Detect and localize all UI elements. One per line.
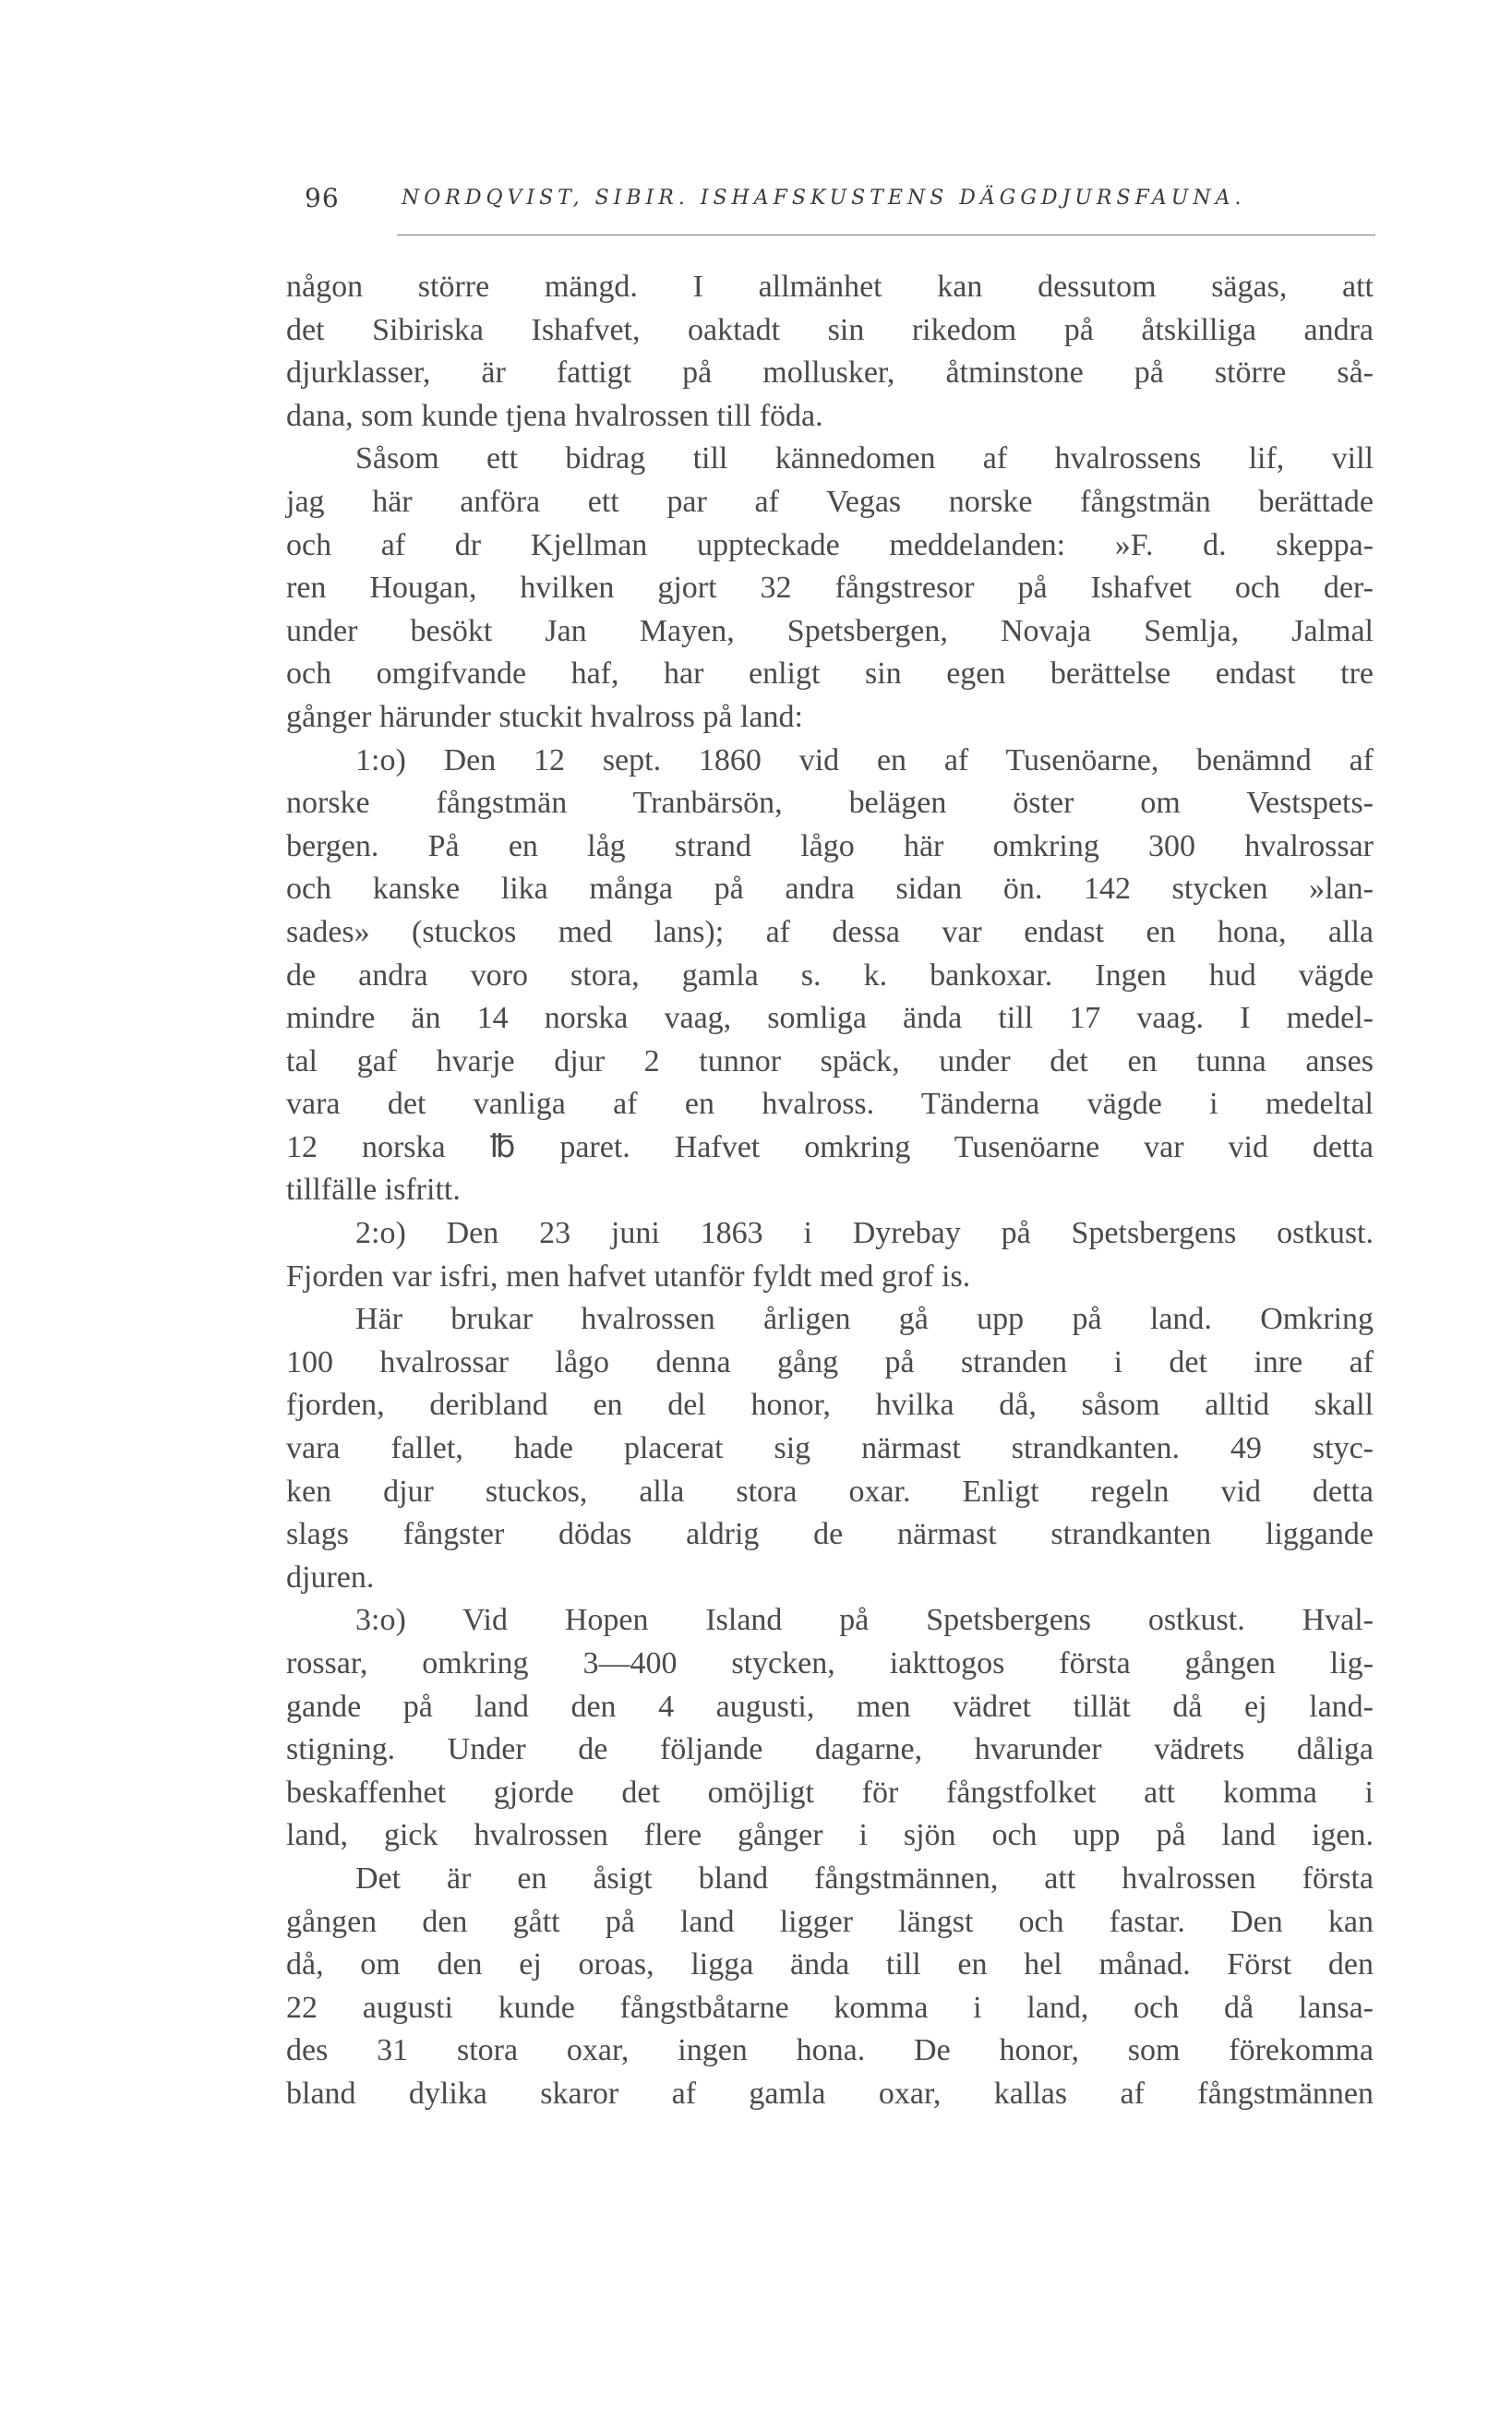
text-line: 12 norska ℔ paret. Hafvet omkring Tusenöarne var vid detta [286,1129,1374,1164]
text-line: rossar, omkring 3—400 stycken, iakttogos första gången lig- [286,1646,1374,1680]
text-line: djurklasser, är fattigt på mollusker, åtminstone på större så- [286,355,1374,391]
text-line: gande på land den 4 augusti, men vädret tillät då ej land- [286,1689,1374,1724]
page-header [305,181,1375,222]
text-line: 1:o) Den 12 sept. 1860 vid en af Tusenöarne, benämnd af [355,742,1374,777]
text-line: stigning. Under de följande dagarne, hvarunder vädrets dåliga [286,1732,1374,1767]
text-line: tal gaf hvarje djur 2 tunnor späck, under det en tunna anses [286,1043,1374,1078]
text-line: Här brukar hvalrossen årligen gå upp på land. Omkring [355,1302,1374,1337]
text-line: mindre än 14 norska vaag, somliga ända till 17 vaag. I medel- [286,1001,1374,1036]
text-line: beskaffenhet gjorde det omöjligt för fångstfolket att komma i [286,1775,1374,1810]
text-line: de andra voro stora, gamla s. k. bankoxar. Ingen hud vägde [286,958,1374,993]
text-line: gånger härunder stuckit hvalross på land: [286,699,803,734]
running-head: NORDQVIST, SIBIR. ISHAFSKUSTENS DÄGGDJURSFAUNA. [402,187,1246,210]
page-number: 96 [305,183,340,213]
text-line: ren Hougan, hvilken gjort 32 fångstresor på Ishafvet och der- [286,571,1374,606]
text-line: tillfälle isfritt. [286,1173,461,1208]
text-line: Det är en åsigt bland fångstmännen, att hvalrossen första [355,1861,1374,1896]
text-line: 2:o) Den 23 juni 1863 i Dyrebay på Spetsbergens ostkust. [355,1216,1374,1251]
text-line: land, gick hvalrossen flere gånger i sjön och upp på land igen. [286,1818,1374,1853]
text-line: sades» (stuckos med lans); af dessa var endast en hona, alla [286,914,1374,949]
text-line: djuren. [286,1560,375,1595]
text-line: någon större mängd. I allmänhet kan dessutom sägas, att [286,270,1374,304]
text-line: dana, som kunde tjena hvalrossen till föda. [286,398,823,433]
text-line: fjorden, deribland en del honor, hvilka då, såsom alltid skall [286,1388,1374,1423]
text-line: vara det vanliga af en hvalross. Tänderna vägde i medeltal [286,1087,1374,1122]
text-line: norske fångstmän Tranbärsön, belägen öster om Vestspets- [286,786,1374,821]
text-line: och omgifvande haf, har enligt sin egen berättelse endast tre [286,656,1374,692]
text-line: och af dr Kjellman uppteckade meddelanden: »F. d. skeppa- [286,527,1374,562]
text-line: gången den gått på land ligger längst och fastar. Den kan [286,1904,1374,1939]
text-line: ken djur stuckos, alla stora oxar. Enligt regeln vid detta [286,1474,1374,1509]
text-line: 3:o) Vid Hopen Island på Spetsbergens ostkust. Hval- [355,1603,1374,1638]
text-line: då, om den ej oroas, ligga ända till en hel månad. Först den [286,1947,1374,1982]
text-line: slags fångster dödas aldrig de närmast strandkanten liggande [286,1517,1374,1552]
body-text [286,266,1374,2116]
text-line: jag här anföra ett par af Vegas norske fångstmän berättade [286,484,1374,519]
text-line: Såsom ett bidrag till kännedomen af hvalrossens lif, vill [355,441,1374,476]
text-line: under besökt Jan Mayen, Spetsbergen, Novaja Semlja, Jalmal [286,613,1374,648]
text-line: Fjorden var isfri, men hafvet utanför fyldt med grof is. [286,1259,971,1294]
text-line: des 31 stora oxar, ingen hona. De honor, som förekomma [286,2033,1374,2068]
text-line: 22 augusti kunde fångstbåtarne komma i land, och då lansa- [286,1990,1374,2025]
text-line: bland dylika skaror af gamla oxar, kallas af fångstmännen [286,2076,1374,2111]
text-line: och kanske lika många på andra sidan ön. 142 stycken »lan- [286,872,1374,907]
text-line: det Sibiriska Ishafvet, oaktadt sin rikedom på åtskilliga andra [286,312,1374,347]
text-line: bergen. På en låg strand lågo här omkring 300 hvalrossar [286,828,1374,863]
text-line: 100 hvalrossar lågo denna gång på stranden i det inre af [286,1344,1374,1379]
text-line: vara fallet, hade placerat sig närmast strandkanten. 49 styc- [286,1431,1374,1466]
